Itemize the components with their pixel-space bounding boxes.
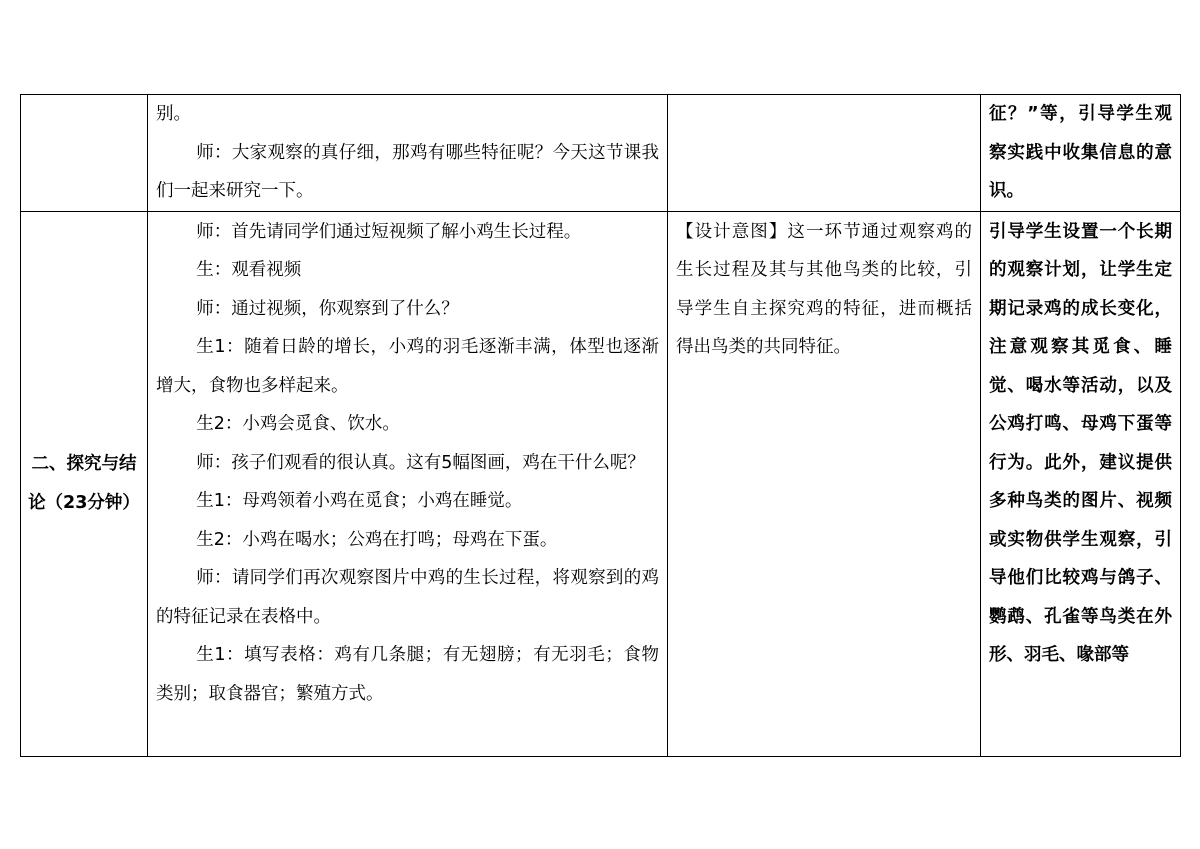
note-cell xyxy=(981,211,1181,756)
process-paragraph: 师：首先请同学们通过短视频了解小鸡生长过程。 xyxy=(196,221,582,242)
process-paragraph: 生1：填写表格：鸡有几条腿；有无翅膀；有无羽毛；食物类别；取食器官；繁殖方式。 xyxy=(156,645,659,704)
process-paragraph: 生1：母鸡领着小鸡在觅食；小鸡在睡觉。 xyxy=(196,491,523,511)
lesson-plan-table xyxy=(20,94,1181,757)
process-cell xyxy=(148,211,668,756)
process-paragraph: 师：通过视频，你观察到了什么？ xyxy=(196,298,459,319)
design-cell xyxy=(668,211,981,756)
process-paragraph: 师：大家观察的真仔细，那鸡有哪些特征呢？今天这节课我们一起来研究一下。 xyxy=(156,142,659,201)
process-paragraph: 生1：随着日龄的增长，小鸡的羽毛逐渐丰满，体型也逐渐增大，食物也多样起来。 xyxy=(156,337,659,396)
note-cell xyxy=(981,95,1181,212)
design-paragraph: 【设计意图】这一环节通过观察鸡的生长过程及其与其他鸟类的比较，引导学生自主探究鸡的特征，进而概括得出鸟类的共同特征。 xyxy=(676,221,972,357)
table-row xyxy=(21,211,1181,756)
stage-cell xyxy=(21,95,148,212)
stage-label: 二、探究与结论（23分钟） xyxy=(28,454,140,513)
process-paragraph: 生：观看视频 xyxy=(196,260,302,280)
process-paragraph: 生2：小鸡会觅食、饮水。 xyxy=(196,414,400,434)
note-paragraph: 征？”等，引导学生观察实践中收集信息的意识。 xyxy=(989,104,1172,201)
process-paragraph: 生2：小鸡在喝水；公鸡在打鸣；母鸡在下蛋。 xyxy=(196,529,558,550)
table-row xyxy=(21,95,1181,212)
process-paragraph: 别。 xyxy=(156,104,191,124)
process-paragraph: 师：孩子们观看的很认真。这有5幅图画，鸡在干什么呢？ xyxy=(196,452,645,473)
design-cell xyxy=(668,95,981,212)
process-paragraph: 师：请同学们再次观察图片中鸡的生长过程，将观察到的鸡的特征记录在表格中。 xyxy=(156,568,659,627)
note-paragraph: 引导学生设置一个长期的观察计划，让学生定期记录鸡的成长变化，注意观察其觅食、睡觉、喝水等活动，以及公鸡打鸣、母鸡下蛋等行为。此外，建议提供多种鸟类的图片、视频或实物供学生观察，引导他们比较鸡与鸽子、鹦鹉、孔雀等鸟类在外形、羽毛、喙部等 xyxy=(989,221,1172,665)
stage-cell xyxy=(21,211,148,756)
process-cell xyxy=(148,95,668,212)
